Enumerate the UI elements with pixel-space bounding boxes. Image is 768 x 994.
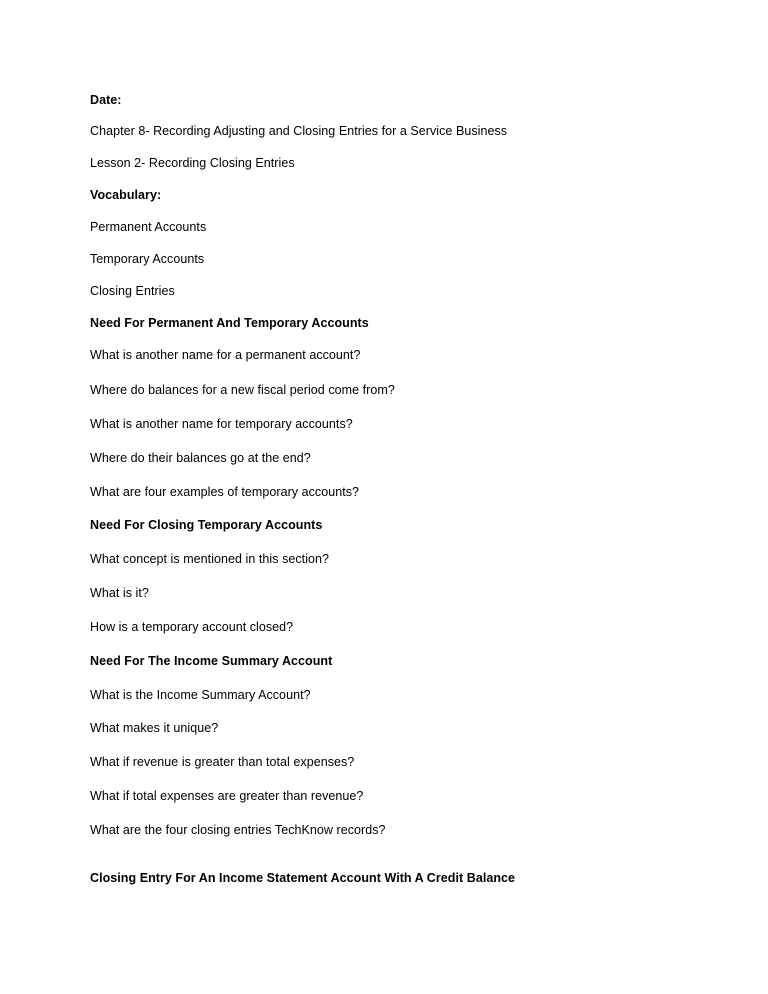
question: What concept is mentioned in this section? (90, 552, 330, 566)
section-heading: Closing Entry For An Income Statement Account With A Credit Balance (90, 871, 516, 885)
question: What are four examples of temporary accounts? (90, 485, 360, 499)
question: What is it? (90, 586, 149, 600)
question: What is the Income Summary Account? (90, 688, 311, 702)
section-heading: Need For Permanent And Temporary Accounts (90, 316, 369, 330)
vocabulary-heading: Vocabulary: (90, 188, 162, 202)
question: What if revenue is greater than total expenses? (90, 755, 355, 769)
lesson-title: Lesson 2- Recording Closing Entries (90, 156, 295, 170)
section-heading: Need For The Income Summary Account (90, 654, 333, 668)
section-heading: Need For Closing Temporary Accounts (90, 518, 323, 532)
vocabulary-term: Temporary Accounts (90, 252, 205, 266)
question: What is another name for a permanent account? (90, 348, 361, 362)
question: Where do balances for a new fiscal period come from? (90, 383, 395, 397)
chapter-title: Chapter 8- Recording Adjusting and Closing Entries for a Service Business (90, 124, 508, 138)
date-label: Date: (90, 93, 122, 107)
question: How is a temporary account closed? (90, 620, 294, 634)
vocabulary-term: Closing Entries (90, 284, 175, 298)
question: What are the four closing entries TechKnow records? (90, 823, 386, 837)
question: Where do their balances go at the end? (90, 451, 311, 465)
question: What if total expenses are greater than revenue? (90, 789, 364, 803)
vocabulary-term: Permanent Accounts (90, 220, 207, 234)
question: What is another name for temporary accounts? (90, 417, 353, 431)
question: What makes it unique? (90, 721, 219, 735)
